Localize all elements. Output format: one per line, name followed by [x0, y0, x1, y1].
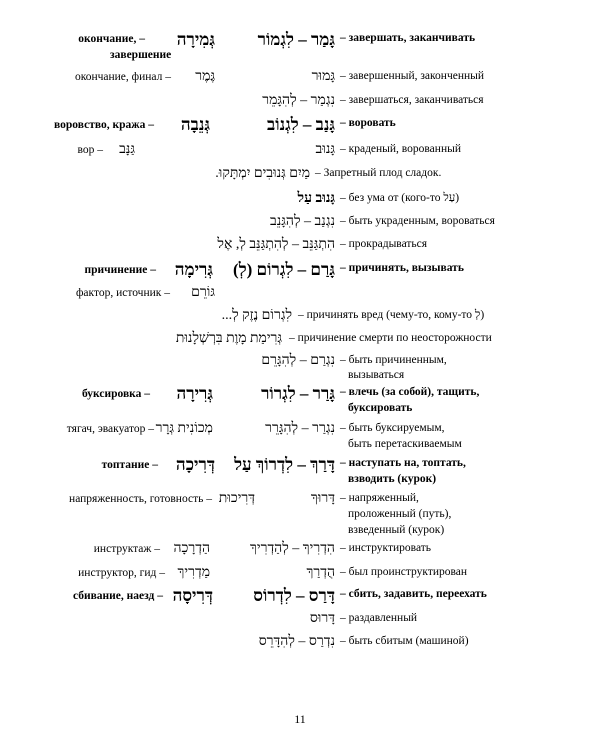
verb-hebrew: דָּרַךְ – לִדְרוֹךְ עַל — [234, 455, 335, 474]
entry-ganuv — [0, 141, 600, 161]
verb-hebrew: נִגְנַב – לְהִגָּנֵב — [270, 214, 335, 229]
entry-nigrar — [0, 420, 600, 456]
verb-translation: – наступать на, топтать, — [340, 457, 466, 469]
verb-translation: – без ума от (кого-то עַל) — [340, 192, 460, 204]
verb-hebrew: מַיִם גְּנוּבִים יִמְתָּקוּ. — [215, 166, 310, 181]
left-hebrew: הַדְרָכָה — [173, 541, 210, 556]
verb-translation: – причинение смерти по неосторожности — [289, 332, 492, 344]
entry-darus — [0, 610, 600, 630]
verb-translation: – воровать — [340, 117, 396, 129]
left-russian: вор – — [77, 144, 103, 156]
verb-translation-cont: быть перетаскиваемым — [348, 438, 462, 450]
entry-daruch — [0, 490, 600, 542]
verb-translation: – быть украденным, вороваться — [340, 215, 495, 227]
entry-nigram — [0, 352, 600, 388]
left-russian: фактор, источник – — [75, 287, 170, 299]
entry-nigmar — [0, 92, 600, 112]
left-hebrew: גְּרִימָה — [174, 260, 213, 279]
verb-translation-cont2: взведенный (курок) — [348, 524, 445, 536]
verb-hebrew: דָּרוּךְ — [310, 491, 335, 506]
verb-translation: – Запретный плод сладок. — [315, 167, 442, 179]
verb-translation: – влечь (за собой), тащить, — [340, 386, 480, 398]
verb-translation: – быть буксируемым, — [340, 422, 445, 434]
left-russian: окончание, финал – — [74, 71, 171, 83]
left-hebrew: דְּרִיכוּת — [218, 491, 255, 506]
entry-gamar — [0, 30, 600, 66]
left-russian: воровство, кража – — [54, 119, 154, 131]
page-number: 11 — [294, 712, 306, 726]
verb-hebrew: גְּרִימַת מָוֶת בִּרְשְׁלָנוּת — [175, 331, 282, 346]
verb-translation: – быть причиненным, — [340, 354, 447, 366]
verb-translation: – инструктировать — [340, 542, 432, 554]
verb-translation: – завершать, заканчивать — [340, 32, 476, 44]
entry-gemer — [0, 68, 600, 88]
left-russian: сбивание, наезд – — [72, 590, 163, 602]
entry-darach — [0, 455, 600, 491]
verb-translation: – завершаться, заканчиваться — [340, 94, 484, 106]
left-hebrew: גֶּמֶר — [195, 69, 215, 84]
verb-hebrew: גָּרַם – לִגְרוֹם (לְ) — [233, 260, 335, 279]
left-russian: инструктор, гид – — [78, 567, 165, 579]
verb-hebrew: נִגְמַר – לְהִגָּמֵר — [262, 93, 335, 108]
left-russian: буксировка – — [81, 388, 150, 400]
verb-hebrew: גָּמַר – לִגְמוֹר — [257, 30, 335, 49]
left-hebrew: מְכוֹנִית גְּרָר — [155, 421, 213, 436]
verb-hebrew: גָּרַר – לִגְרוֹר — [261, 384, 335, 403]
entry-grimat-mavet — [0, 330, 600, 350]
verb-hebrew: גָּנוּב — [315, 142, 335, 157]
entry-garam — [0, 260, 600, 282]
verb-translation: – причинять вред (чему-то, кому-то לְ) — [298, 309, 485, 321]
verb-translation: – напряженный, — [340, 492, 419, 504]
verb-hebrew: לִגְרוֹם נֶזֶק לְ... — [221, 308, 292, 323]
entry-gorem — [0, 284, 600, 304]
entry-garar — [0, 384, 600, 420]
entry-proverb — [0, 165, 600, 185]
verb-hebrew: נִגְרַם – לְהִגָּרֵם — [261, 353, 335, 368]
verb-translation-cont: проложенный (путь), — [348, 508, 452, 520]
verb-hebrew: דָּרוּס — [309, 611, 335, 626]
verb-hebrew: גָּנַב – לִגְנוֹב — [267, 115, 335, 134]
verb-hebrew: הִדְרִיךְ – לְהַדְרִיךְ — [250, 541, 335, 556]
left-russian: инструктаж – — [93, 543, 160, 555]
verb-hebrew: נִדְרַס – לְהִדָּרֵס — [258, 634, 335, 649]
entry-nidras — [0, 633, 600, 653]
verb-hebrew: נִגְרַר – לְהִגָּרֵר — [265, 421, 335, 436]
verb-translation: – краденый, ворованный — [340, 143, 461, 155]
left-hebrew: דְּרִיכָה — [175, 455, 215, 474]
entry-ganav — [0, 115, 600, 137]
entry-ganuv-al — [0, 190, 600, 210]
verb-translation-cont: буксировать — [348, 402, 413, 414]
left-russian-cont: завершение — [110, 49, 172, 61]
verb-translation: – завершенный, законченный — [340, 70, 485, 82]
verb-hebrew: גָּמוּר — [311, 69, 335, 84]
left-hebrew: דְּרִיסָה — [172, 586, 213, 605]
verb-translation: – прокрадываться — [340, 238, 428, 250]
entry-hudrach — [0, 564, 600, 584]
left-hebrew: גְּמִירָה — [176, 30, 215, 49]
entry-hidrich — [0, 540, 600, 560]
verb-hebrew: הִתְגַּנֵּב – לְהִתְגַּנֵּב לְ, אֶל — [217, 237, 335, 252]
verb-translation: – сбить, задавить, переехать — [340, 588, 487, 600]
entry-daras — [0, 586, 600, 608]
left-russian: окончание, – — [78, 33, 145, 45]
entry-hitganev — [0, 236, 600, 256]
verb-translation-cont: вызываться — [348, 369, 405, 381]
verb-translation: – раздавленный — [340, 612, 418, 624]
verb-translation-cont: взводить (курок) — [348, 473, 437, 485]
entry-nignav — [0, 213, 600, 233]
left-hebrew: גַּנָּב — [119, 142, 135, 157]
verb-translation: – был проинструктирован — [340, 566, 468, 578]
verb-hebrew: דָּרַס – לִדְרוֹס — [253, 586, 335, 605]
verb-translation: – причинять, вызывать — [340, 262, 464, 274]
left-hebrew: גְּנֵבָה — [180, 115, 210, 134]
verb-hebrew: גָּנוּב עַל — [297, 191, 335, 206]
left-russian: тягач, эвакуатор – — [66, 423, 154, 435]
entry-ligrom-nezek — [0, 307, 600, 327]
left-russian: причинение – — [84, 264, 156, 276]
left-russian: напряженность, готовность – — [69, 493, 212, 505]
left-russian: топтание – — [101, 459, 158, 471]
left-hebrew: מַדְרִיךְ — [177, 565, 210, 580]
verb-hebrew: הֻדְרַךְ — [306, 565, 335, 580]
left-hebrew: גְּרִירָה — [176, 384, 213, 403]
left-hebrew: גּוֹרֵם — [191, 285, 215, 300]
verb-translation: – быть сбитым (машиной) — [340, 635, 469, 647]
